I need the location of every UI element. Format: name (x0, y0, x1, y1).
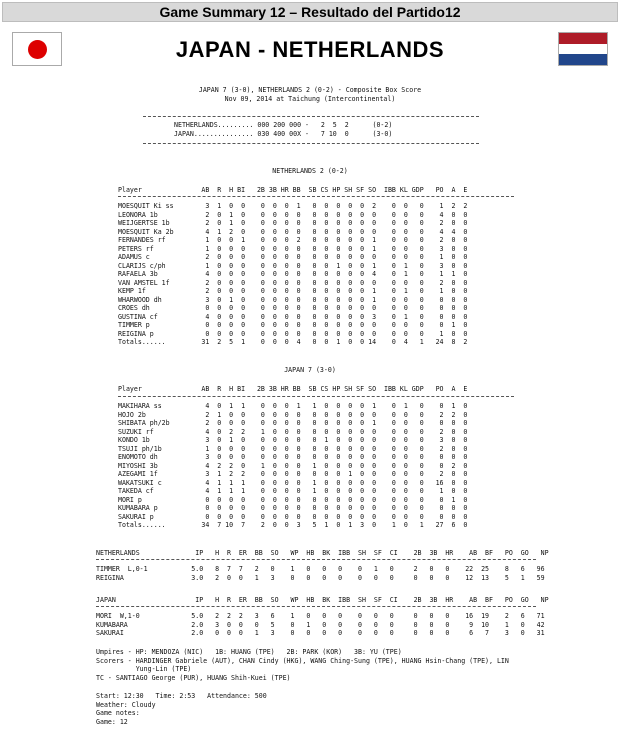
game-info: Start: 12:30 Time: 2:53 Attendance: 500 Weather: Cloudy Game notes: Game: 12 (96, 692, 267, 726)
netherlands-pitching-header: NETHERLANDS IP H R ER BB SO WP HB BK IBB SH SF CI 2B 3B HR AB BF PO GO NP (96, 549, 549, 557)
linescore: NETHERLANDS......... 000 200 000 - 2 5 2 (0-2) JAPAN............... 030 400 00X - 7 10 0 (3-0) (174, 121, 393, 138)
game-summary-banner: Game Summary 12 – Resultado del Partido12 (2, 2, 618, 22)
matchup-title: JAPAN - NETHERLANDS (175, 37, 445, 62)
nl-flag-white-stripe (559, 44, 607, 55)
summary-line-1: JAPAN 7 (3-0), NETHERLANDS 2 (0-2) - Composite Box Score (198, 86, 422, 94)
netherlands-pitching-rule (96, 559, 536, 560)
japan-pitching-rows: MORI W,1-0 5.0 2 2 2 3 6 1 0 0 0 0 0 0 0 0 0 16 19 2 6 71 KUMABARA 2.0 3 0 0 0 5 0 1 0 0 0 0 0 0 0 0 9 10 1 0 42 SAKURAI 2.0 0 0 0 1 3 0 0 0 0 0 0 0 0 0 0 6 7 3 0 31 (96, 612, 545, 637)
japan-flag-disc (28, 40, 47, 59)
linescore-bottom-rule (143, 143, 479, 144)
officials: Umpires - HP: MENDOZA (NIC) 1B: HUANG (TPE) 2B: PARK (KOR) 3B: YU (TPE) Scorers - HARDINGER Gabriele (AUT), CHAN Cindy (HKG), WANG Ching-Sung (TPE), HUANG Hsin-Chang (TPE), LIN Yung-Lin (TPE) TC - SANTIAGO George (PUR), HUANG Shih-Kuei (TPE) (96, 648, 509, 682)
japan-batting-rule (118, 396, 514, 397)
netherlands-flag-icon (558, 32, 608, 66)
netherlands-batting-rows: MOESQUIT Ki ss 3 1 0 0 0 0 0 1 0 0 0 0 0 2 0 0 0 1 2 2 LEONORA 1b 2 0 1 0 0 0 0 0 0 0 0 0 0 0 0 0 0 4 0 0 WEIJGERTSE 1b 2 0 1 0 0 0 0 0 0 0 0 0 0 0 0 0 0 2 0 0 MOESQUIT Ka 2b 4 1 2 0 0 0 0 0 0 0 0 0 0 0 0 0 0 4 4 0 FERNANDES rf 1 0 0 1 0 0 0 2 0 0 0 0 0 1 0 0 0 2 0 0 PETERS rf 1 0 0 0 0 0 0 0 0 0 0 0 0 1 0 0 0 3 0 0 ADAMUS c 2 0 0 0 0 0 0 0 0 0 0 0 0 0 0 0 0 1 0 0 CLARIJS c/ph 1 0 0 0 0 0 0 0 0 0 1 0 0 1 0 1 0 3 0 0 RAFAELA 3b 4 0 0 0 0 0 0 0 0 0 0 0 0 4 0 1 0 1 1 0 VAN AMSTEL 1f 2 0 0 0 0 0 0 0 0 0 0 0 0 0 0 0 0 2 0 0 KEMP 1f 2 0 0 0 0 0 0 0 0 0 0 0 0 1 0 1 0 1 0 0 WHARWOOD dh 3 0 1 0 0 0 0 0 0 0 0 0 0 1 0 0 0 0 0 0 CROES dh 0 0 0 0 0 0 0 0 0 0 0 0 0 0 0 0 0 0 0 0 GUSTINA cf 4 0 0 0 0 0 0 0 0 0 0 0 0 3 0 1 0 0 0 0 TIMMER p 0 0 0 0 0 0 0 0 0 0 0 0 0 0 0 0 0 0 1 0 REIGINA p 0 0 0 0 0 0 0 0 0 0 0 0 0 0 0 0 0 1 0 0 Totals...... 31 2 5 1 0 0 0 4 0 0 1 0 0 14 0 4 1 24 8 2 (118, 202, 468, 346)
japan-batting-header: Player AB R H BI 2B 3B HR BB SB CS HP SH SF SO IBB KL GDP PO A E (118, 385, 468, 393)
summary-line-2: Nov 09, 2014 at Taichung (Intercontinental) (224, 95, 396, 103)
linescore-top-rule (143, 116, 479, 117)
japan-pitching-header: JAPAN IP H R ER BB SO WP HB BK IBB SH SF CI 2B 3B HR AB BF PO GO NP (96, 596, 549, 604)
japan-batting-rows: MAKIHARA ss 4 0 1 1 0 0 0 1 1 0 0 0 0 1 0 1 0 0 1 0 HOJO 2b 2 1 0 0 0 0 0 0 0 0 0 0 0 0 0 0 0 2 2 0 SHIBATA ph/2b 2 0 0 0 0 0 0 0 0 0 0 0 0 1 0 0 0 0 0 0 SUZUKI rf 4 0 2 2 1 0 0 0 0 0 0 0 0 0 0 0 0 2 0 0 KONDO 1b 3 0 1 0 0 0 0 0 0 1 0 0 0 0 0 0 0 3 0 0 TSUJI ph/1b 1 0 0 0 0 0 0 0 0 0 0 0 0 0 0 0 0 2 0 0 ENOMOTO dh 3 0 0 0 0 0 0 0 0 0 0 0 0 0 0 0 0 0 0 0 MIYOSHI 3b 4 2 2 0 1 0 0 0 1 0 0 0 0 0 0 0 0 0 2 0 AZEGAMI 1f 3 1 2 2 0 0 0 0 0 0 0 1 0 0 0 0 0 2 0 0 WAKATSUKI c 4 1 1 1 0 0 0 0 1 0 0 0 0 0 0 0 0 16 0 0 TAKEDA cf 4 1 1 1 0 0 0 0 1 0 0 0 0 0 0 0 0 1 0 0 MORI p 0 0 0 0 0 0 0 0 0 0 0 0 0 0 0 0 0 0 1 0 KUMABARA p 0 0 0 0 0 0 0 0 0 0 0 0 0 0 0 0 0 0 0 0 SAKURAI p 0 0 0 0 0 0 0 0 0 0 0 0 0 0 0 0 0 0 0 0 Totals...... 34 7 10 7 2 0 0 3 5 1 0 1 3 0 1 0 1 27 6 0 (118, 402, 468, 529)
netherlands-batting-title: NETHERLANDS 2 (0-2) (272, 167, 348, 175)
netherlands-batting-header: Player AB R H BI 2B 3B HR BB SB CS HP SH SF SO IBB KL GDP PO A E (118, 186, 468, 194)
nl-flag-blue-stripe (559, 54, 607, 65)
netherlands-batting-rule (118, 196, 514, 197)
netherlands-pitching-rows: TIMMER L,0-1 5.0 8 7 7 2 0 1 0 0 0 0 1 0 2 0 0 22 25 8 6 96 REIGINA 3.0 2 0 0 1 3 0 0 0 0 0 0 0 0 0 0 12 13 5 1 59 (96, 565, 545, 582)
nl-flag-red-stripe (559, 33, 607, 44)
japan-flag-icon (12, 32, 62, 66)
japan-batting-title: JAPAN 7 (3-0) (284, 366, 336, 374)
japan-pitching-rule (96, 606, 536, 607)
